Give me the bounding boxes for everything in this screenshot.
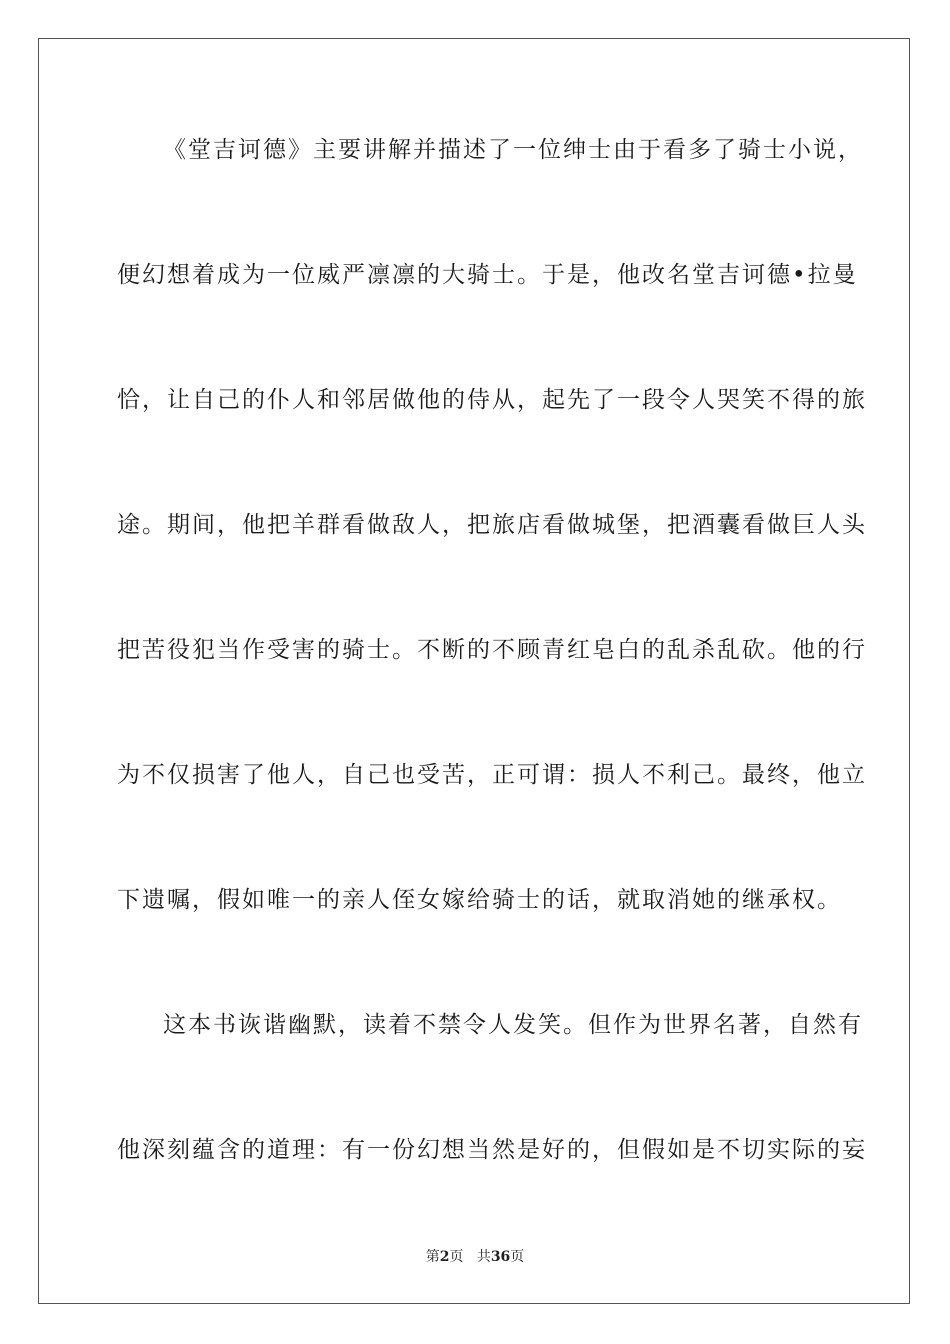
page-footer: [0, 1247, 950, 1267]
paragraph-1-line-2: 便幻想着成为一位威严凛凛的大骑士。于是，他改名堂吉诃德•拉曼: [117, 262, 858, 288]
paragraph-2-line-2: 他深刻蕴含的道理：有一份幻想当然是好的，但假如是不切实际的妄: [117, 1137, 867, 1163]
footer-total-pages: 36: [490, 1249, 511, 1265]
paragraph-1-line-1: 《堂吉诃德》主要讲解并描述了一位绅士由于看多了骑士小说，: [163, 137, 863, 163]
paragraph-1-line-7: 下遗嘱，假如唯一的亲人侄女嫁给骑士的话，就取消她的继承权。: [117, 887, 842, 913]
paragraph-1-line-4: 途。期间，他把羊群看做敌人，把旅店看做城堡，把酒囊看做巨人头: [117, 512, 867, 538]
footer-total-suffix: 页: [510, 1249, 525, 1265]
footer-page-suffix: 页: [449, 1249, 464, 1265]
footer-page-number: 2: [439, 1249, 450, 1265]
footer-total-prefix: 共: [476, 1249, 491, 1265]
paragraph-2-line-1: 这本书诙谐幽默，读着不禁令人发笑。但作为世界名著，自然有: [163, 1012, 863, 1038]
page-border: [38, 38, 910, 1304]
footer-page-prefix: 第: [425, 1249, 440, 1265]
paragraph-1-line-3: 恰，让自己的仆人和邻居做他的侍从，起先了一段令人哭笑不得的旅: [117, 387, 867, 413]
paragraph-1-line-5: 把苦役犯当作受害的骑士。不断的不顾青红皂白的乱杀乱砍。他的行: [117, 637, 867, 663]
paragraph-1-line-6: 为不仅损害了他人，自己也受苦，正可谓：损人不利己。最终，他立: [117, 762, 867, 788]
